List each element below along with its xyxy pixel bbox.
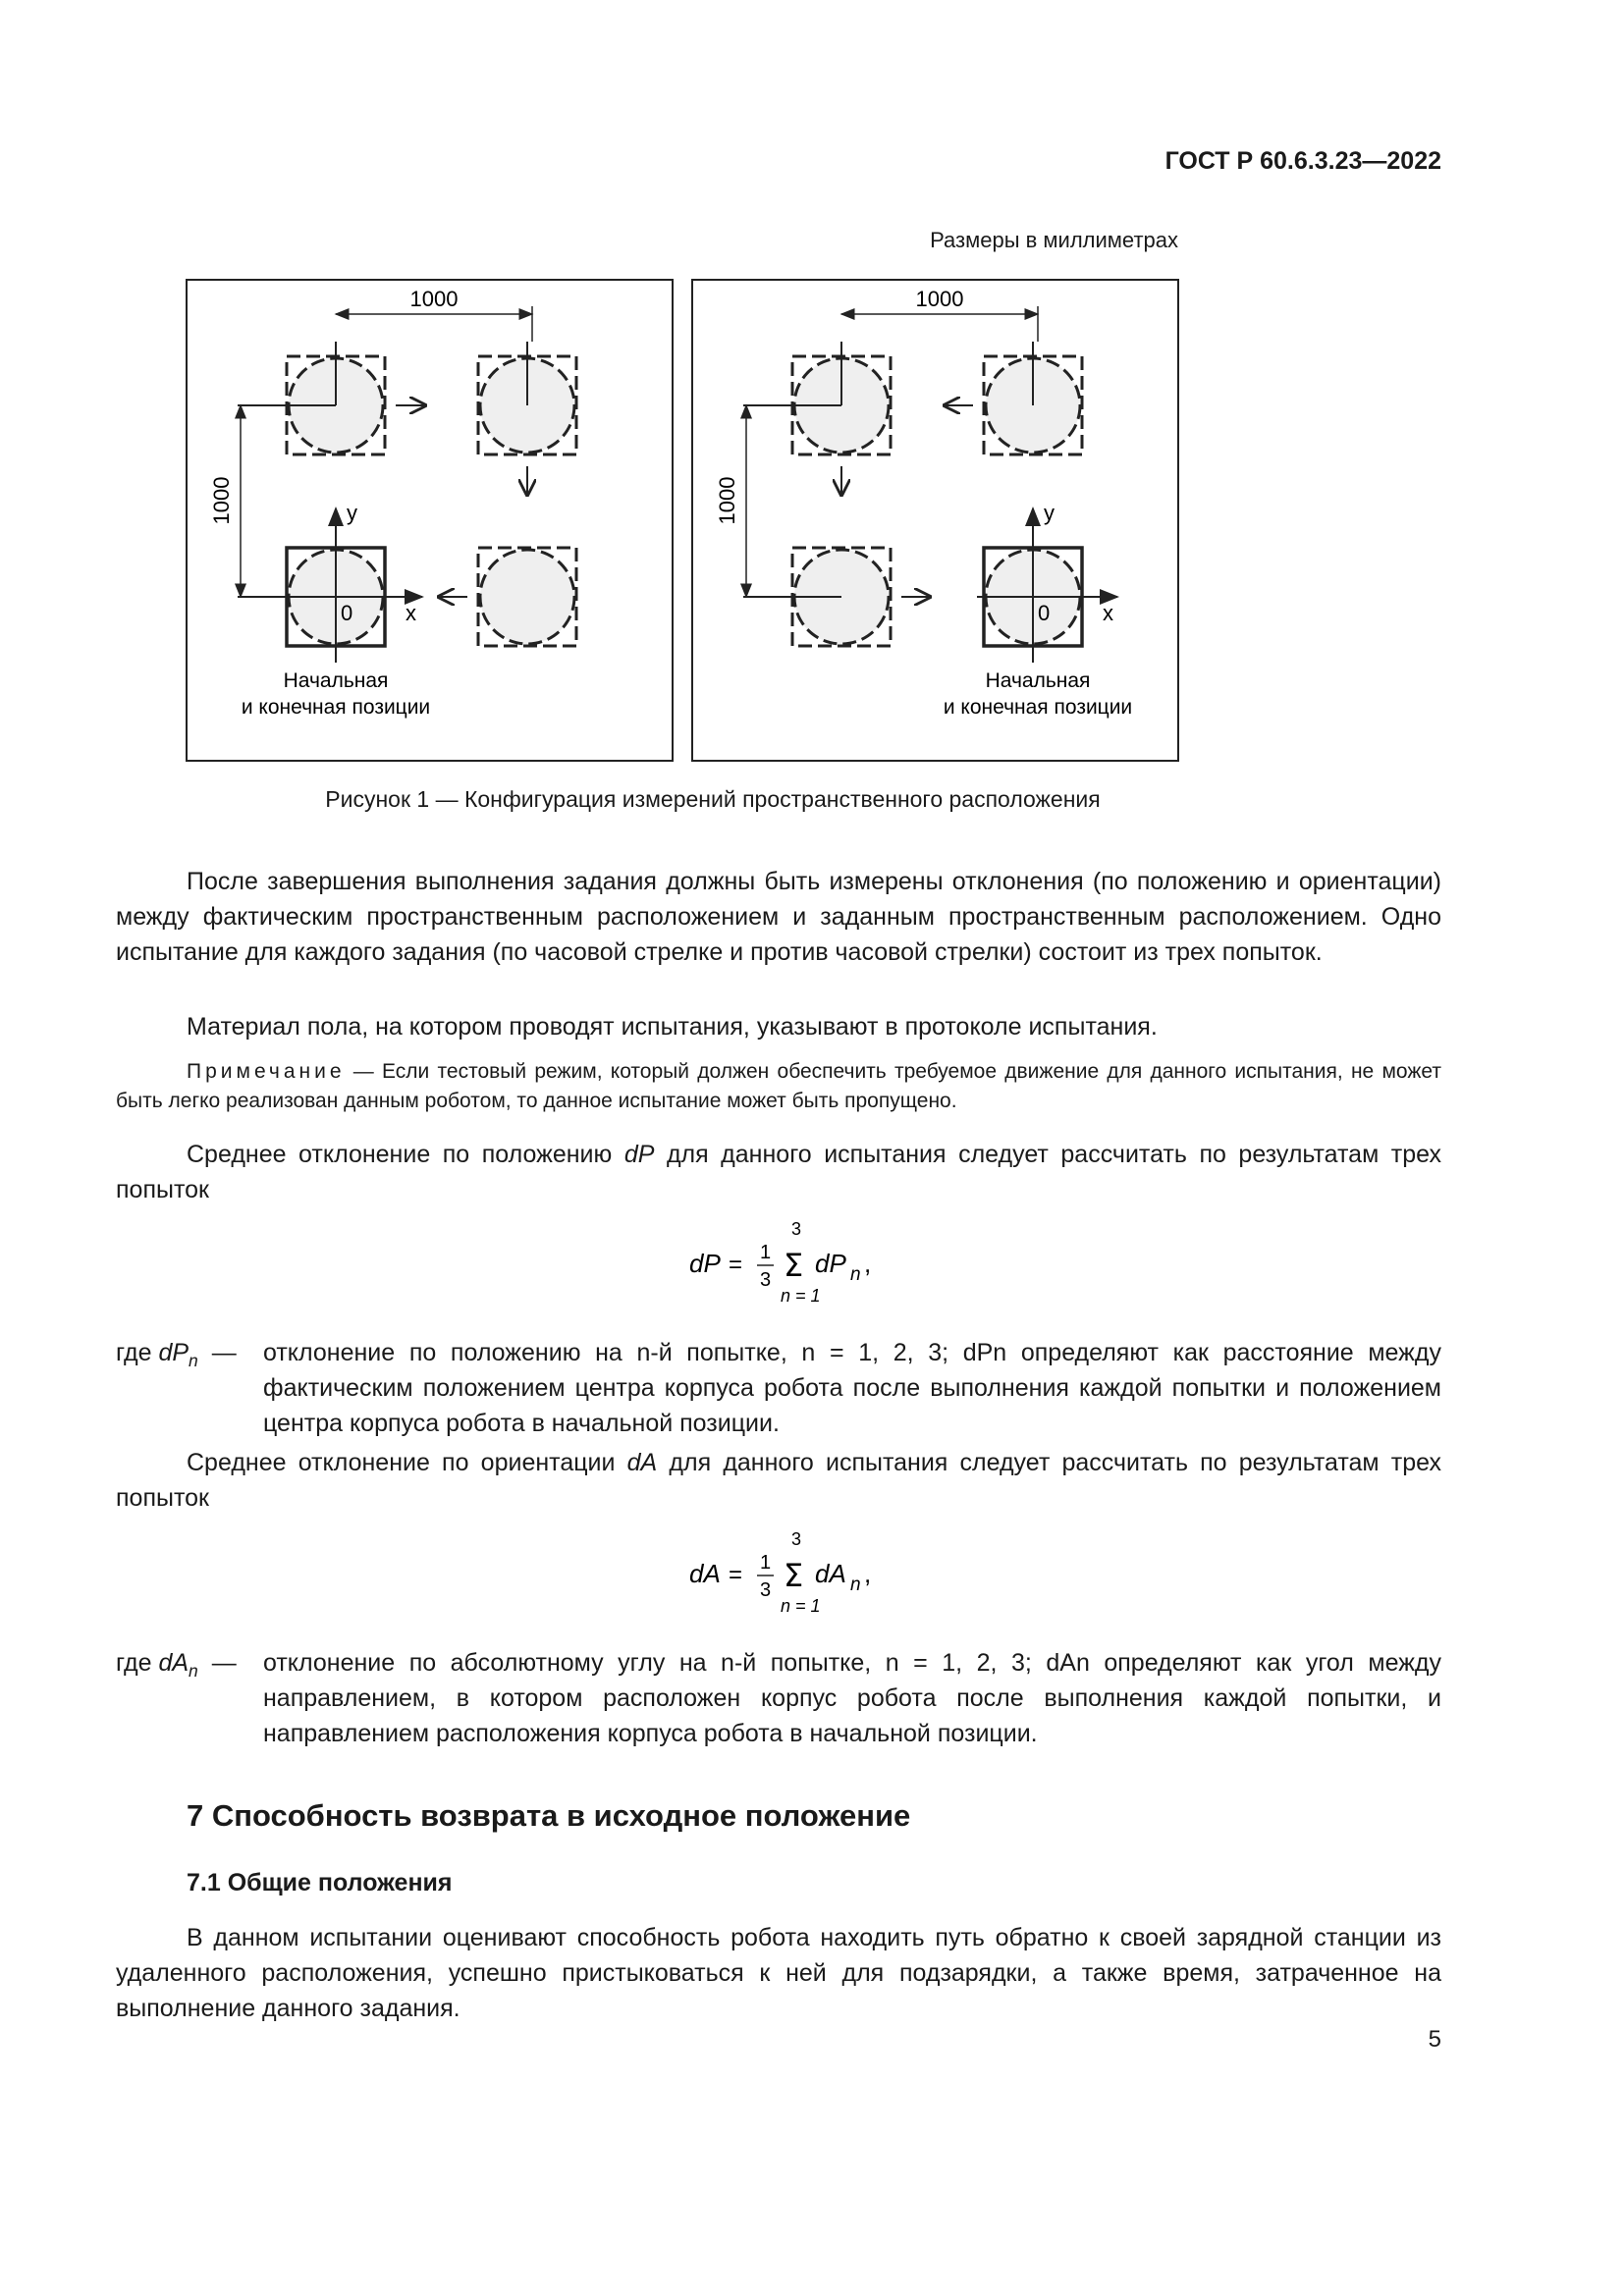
page-number: 5 (1428, 2026, 1441, 2053)
note-text: — Если тестовый режим, который должен обеспечить требуемое движение для данного испытания, не может быть легко реализован данным роботом, то данное испытание может быть пропущено. (116, 1060, 1441, 1112)
svg-text:3: 3 (760, 1579, 772, 1601)
robot-right-top-right (984, 342, 1082, 454)
panel-left-frame (187, 280, 673, 761)
paragraph-2: Материал пола, на котором проводят испытания, указывают в протоколе испытания. (187, 1013, 1158, 1041)
svg-text:dP: dP (689, 1249, 721, 1278)
section-7-1-heading: 7.1 Общие положения (187, 1869, 453, 1896)
panel-right-frame (692, 280, 1178, 761)
svg-text:n = 1: n = 1 (781, 1286, 821, 1306)
axis-x-left: x (406, 601, 416, 625)
svg-text:1: 1 (760, 1552, 772, 1574)
where-label-1: где $dP_n$ — (116, 1339, 237, 1371)
svg-text:Σ: Σ (784, 1247, 804, 1284)
robot-right-bottom-left (743, 548, 891, 646)
svg-text:dP: dP (815, 1249, 846, 1278)
dimensions-note: Размеры в миллиметрах (930, 228, 1178, 252)
section-7-heading: 7 Способность возврата в исходное положение (187, 1798, 911, 1833)
axis-x-right: x (1103, 601, 1113, 625)
dimension-horizontal-left: 1000 (409, 287, 459, 311)
svg-text:,: , (864, 1249, 872, 1278)
svg-text:3: 3 (791, 1219, 802, 1239)
start-label-right-2: и конечная позиции (943, 696, 1133, 719)
start-label-left-1: Начальная (283, 669, 389, 692)
where-text-2: отклонение по абсолютному углу на n-й попытке, n = 1, 2, 3; dAn определяют как угол между направлением, в котором расположен корпус робота после выполнения каждой попытки, и направлением расположения корпуса робота в начальной позиции. (263, 1649, 1441, 1747)
axis-y-left: y (347, 501, 357, 525)
paragraph-4: Среднее отклонение по ориентации dA для данного испытания следует рассчитать по результатам трех попыток (116, 1449, 1441, 1512)
svg-text:=: = (729, 1562, 743, 1588)
svg-text:Σ: Σ (784, 1557, 804, 1594)
svg-text:n: n (850, 1264, 861, 1285)
svg-text:=: = (729, 1252, 743, 1278)
paragraph-5: В данном испытании оценивают способность робота находить путь обратно к своей зарядной станции из удаленного расположения, успешно пристыковаться к ней для подзарядки, а также время, затраченное на выполнение данного задания. (116, 1924, 1441, 2022)
robot-right-top-left (743, 342, 891, 454)
svg-text:dA: dA (689, 1559, 721, 1588)
note (116, 1057, 1441, 1116)
svg-text:3: 3 (791, 1529, 802, 1549)
document-code: ГОСТ Р 60.6.3.23—2022 (1164, 147, 1441, 175)
formula-da (677, 1527, 933, 1626)
axis-y-right: y (1044, 501, 1055, 525)
where-label-2: где $dA_n$ — (116, 1649, 237, 1682)
robot-left-bottom-right (478, 548, 576, 646)
dimension-horizontal-right: 1000 (915, 287, 964, 311)
figure-diagram (182, 275, 1183, 766)
svg-text:n = 1: n = 1 (781, 1596, 821, 1616)
start-label-left-2: и конечная позиции (241, 696, 431, 719)
note-label: Примечание (187, 1060, 346, 1083)
start-label-right-1: Начальная (985, 669, 1091, 692)
origin-right: 0 (1038, 601, 1051, 625)
robot-left-start (238, 508, 422, 663)
formula-dp (677, 1217, 933, 1315)
robot-left-top-left (238, 342, 385, 454)
svg-text:3: 3 (760, 1269, 772, 1291)
dimension-vertical-left: 1000 (209, 476, 234, 525)
robot-right-start (977, 508, 1117, 663)
paragraph-1: После завершения выполнения задания должны быть измерены отклонения (по положению и ориентации) между фактическим пространственным расположением и заданным пространственным расположением. Одно испытание для каждого задания (по часовой стрелке и против часовой стрелки) состоит из трех попыток. (116, 868, 1441, 966)
svg-text:dA: dA (815, 1559, 846, 1588)
origin-left: 0 (341, 601, 353, 625)
dimension-vertical-right: 1000 (715, 476, 739, 525)
robot-left-top-right (478, 342, 576, 454)
figure-caption: Рисунок 1 — Конфигурация измерений пространственного расположения (325, 786, 1101, 812)
paragraph-3: Среднее отклонение по положению dP для данного испытания следует рассчитать по результатам трех попыток (116, 1141, 1441, 1203)
svg-text:,: , (864, 1559, 872, 1588)
svg-text:n: n (850, 1575, 861, 1595)
svg-text:1: 1 (760, 1242, 772, 1263)
where-text-1: отклонение по положению на n-й попытке, n = 1, 2, 3; dPn определяют как расстояние между фактическим положением центра корпуса робота после выполнения каждой попытки и положением центра корпуса робота в начальной позиции. (263, 1339, 1441, 1437)
